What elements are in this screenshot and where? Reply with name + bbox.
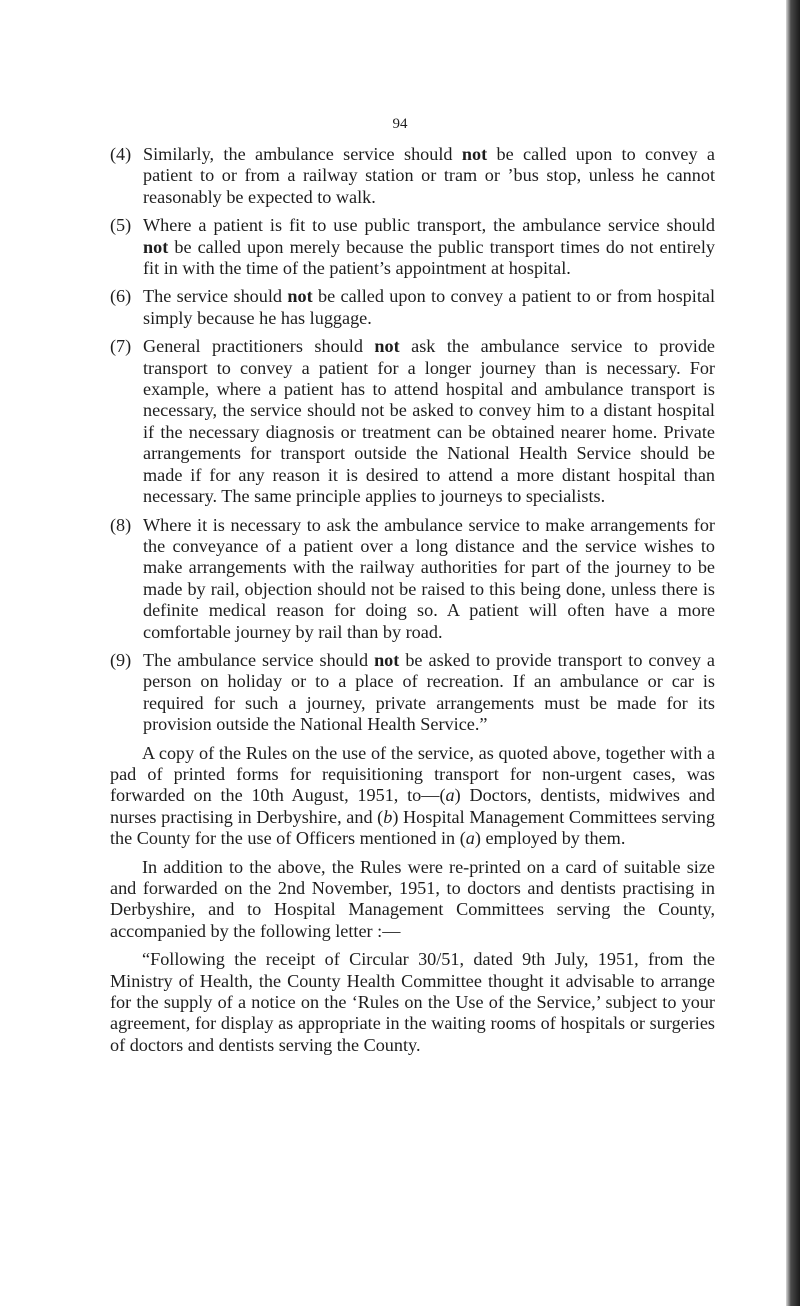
rule-item-6 [110, 286, 715, 329]
rule-text: be called upon to convey a patient to or from a railway station or tram or ’bus stop, unless he cannot reasonably be expected to walk. [143, 144, 716, 207]
emphasis-not: not [461, 144, 488, 164]
rule-number: (7) [110, 336, 132, 357]
emphasis-not: not [287, 286, 313, 307]
rule-text: be asked to provide transport to convey a person on holiday or to a place of recreation. If an ambulance or car is required for such a journey, private arrangements must be made for its provision outside the National Health Service.” [143, 649, 715, 735]
rule-item-9 [110, 650, 715, 736]
quoted-letter: “Following the receipt of Circular 30/51, dated 9th July, 1951, from the Ministry of Health, the County Health Committee thought it advisable to arrange for the supply of a notice on the ‘Rules on the Use of the Service,’ subject to your agreement, for display as appropriate in the waiting rooms of hospitals or surgeries of doctors and dentists serving the County. [110, 949, 715, 1055]
rule-number: (9) [110, 649, 132, 670]
paragraph-text: ) Hospital Management Committees serving the County for the use of Officers mentioned in ( [110, 806, 715, 849]
rule-number: (5) [110, 215, 132, 236]
rule-text: General practitioners should [143, 336, 375, 357]
emphasis-not: not [143, 236, 169, 257]
list-marker: b [383, 806, 393, 827]
paragraph-reprinted-card: In addition to the above, the Rules were re-printed on a card of suitable size and forwarded on the 2nd November, 1951, to doctors and dentists practising in Derbyshire, and to Hospital Management Committees serving the County, accompanied by the following letter :— [110, 856, 715, 941]
rule-number: (4) [110, 144, 132, 164]
page-number: 94 [392, 116, 408, 132]
rule-item-7 [110, 336, 715, 507]
rule-text: The ambulance service should [143, 649, 375, 670]
rule-item-5 [110, 215, 715, 279]
document-body [110, 144, 715, 1056]
scan-edge-shadow [786, 0, 800, 1306]
paragraph-text: A copy of the Rules on the use of the service, as quoted above, together with a pad of printed forms for requisitioning transport for non-urgent cases, was forwarded on the 10th August, 1951, to—( [110, 742, 715, 806]
rule-text: Where a patient is fit to use public transport, the ambulance service should [143, 215, 715, 236]
paragraph-text: ) employed by them. [474, 828, 626, 849]
rule-number: (8) [110, 514, 132, 535]
rule-text: Where it is necessary to ask the ambulance service to make arrangements for the conveyance of a patient over a long distance and the service wishes to make arrangements with the railway authorities for part of the journey to be made by rail, objection should not be raised to this being done, unless there is definite medical reason for doing so. A patient will often have a more comfortable journey by rail than by road. [143, 514, 715, 642]
rule-number: (6) [110, 286, 132, 307]
paragraph-text: ) Doctors, dentists, midwives and nurses practising in Derbyshire, and ( [110, 785, 715, 827]
rule-item-4 [110, 144, 715, 208]
list-marker: a [465, 828, 475, 849]
list-marker: a [445, 785, 455, 806]
paragraph-copy-of-rules [110, 743, 715, 850]
rule-text: be called upon to convey a patient to or from hospital simply because he has luggage. [143, 286, 715, 328]
rule-text: be called upon merely because the public transport times do not entirely fit in with the time of the patient’s appointment at hospital. [143, 236, 715, 279]
rule-item-8 [110, 515, 715, 643]
emphasis-not: not [374, 649, 400, 670]
rule-text: The service should [143, 286, 288, 307]
rule-text: Similarly, the ambulance service should [143, 144, 462, 164]
rule-text: ask the ambulance service to provide transport to convey a patient for a longer journey than is necessary. For example, where a patient has to attend hospital and ambulance transport is necessary, the service should not be asked to convey him to a distant hospital if the necessary diagnosis or treatment can be obtained nearer home. Private arrangements for transport outside the National Health Service should be made if for any reason it is desired to attend a more distant hospital than necessary. The same principle applies to journeys to specialists. [143, 336, 715, 507]
emphasis-not: not [374, 336, 400, 357]
